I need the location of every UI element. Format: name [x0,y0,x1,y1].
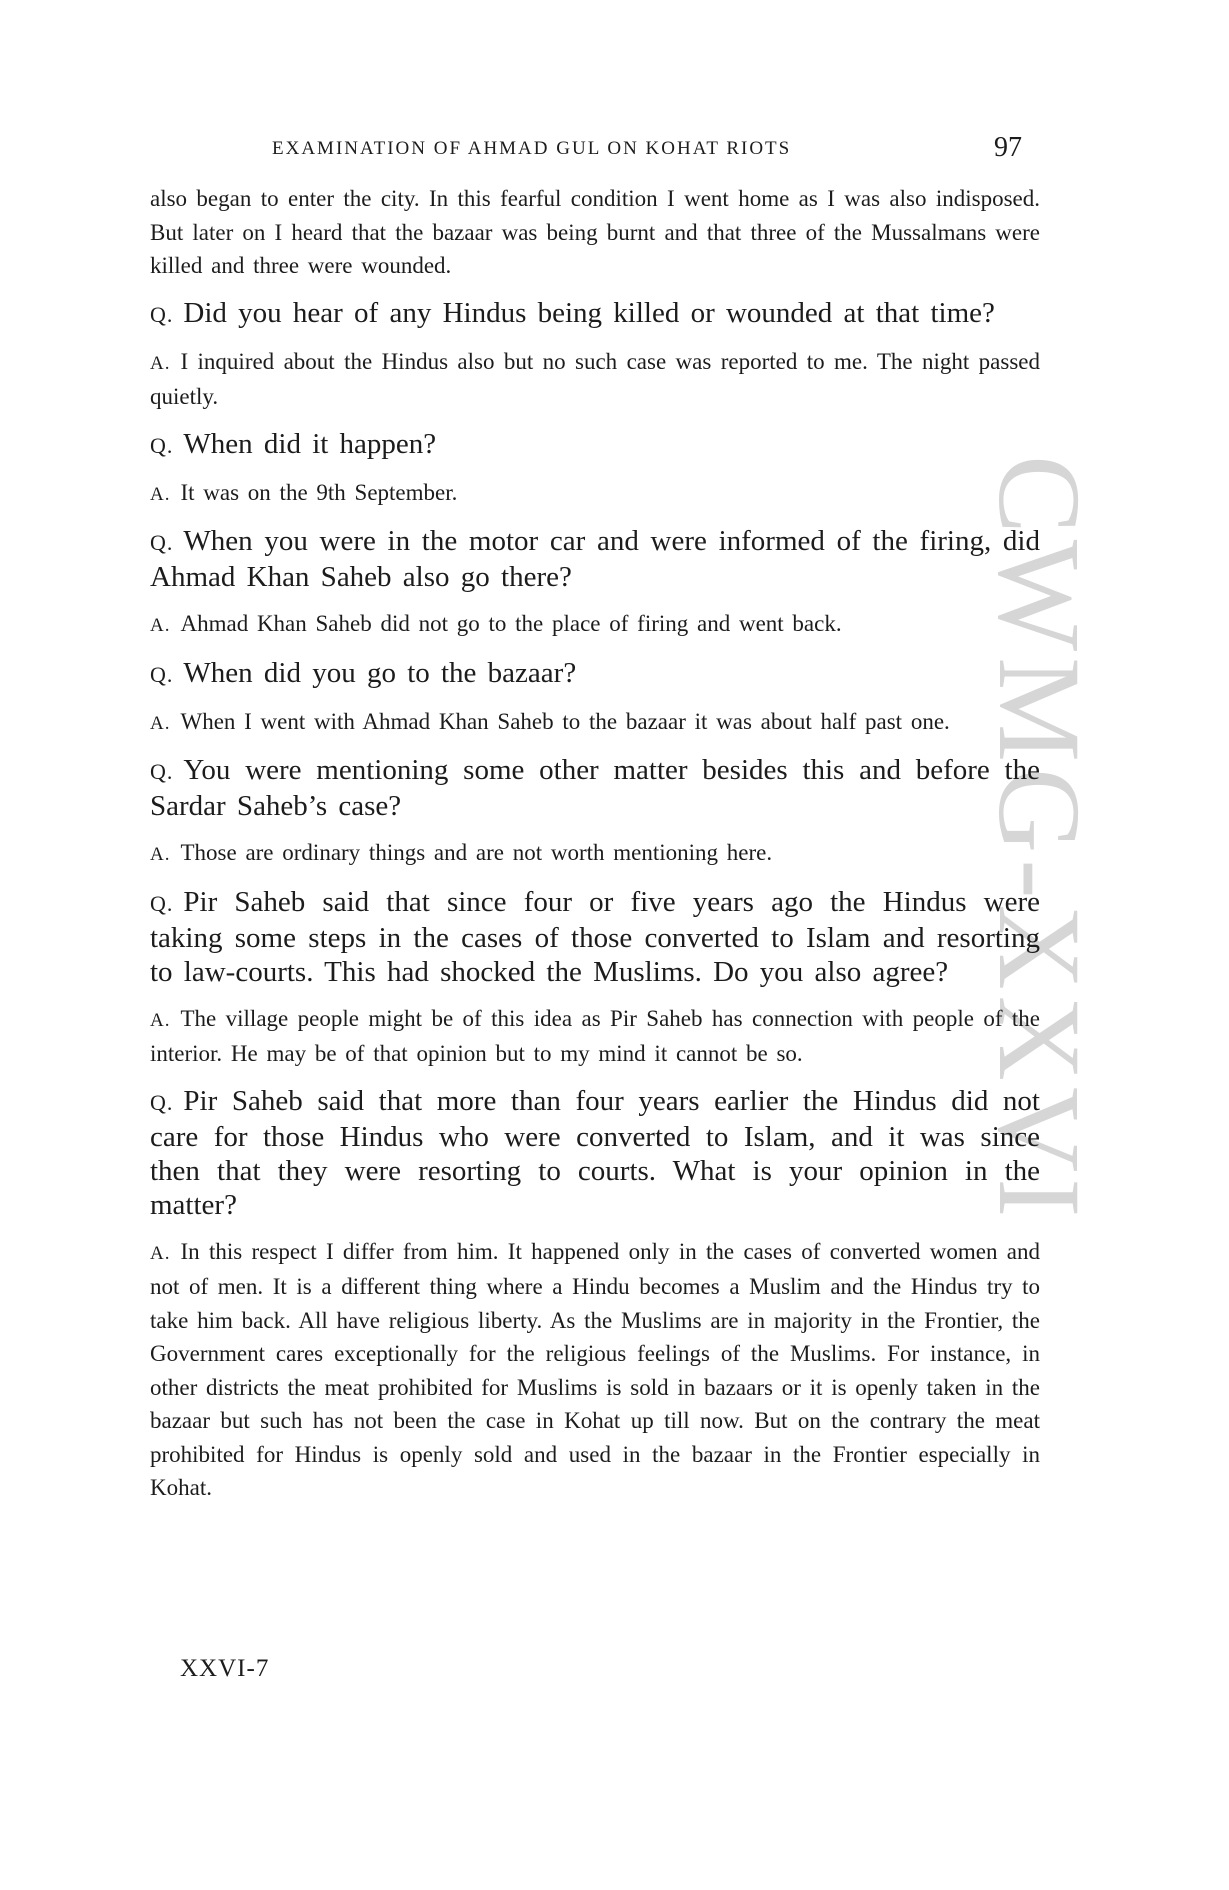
answer-text: When I went with Ahmad Khan Saheb to the bazaar it was about half past one. [180,708,950,734]
watermark: CWMG-XXVI [974,455,1105,1224]
running-head [150,132,1050,172]
answer-text: The village people might be of this idea as Pir Saheb has connection with people of the interior. He may be of that opinion but to my mind it cannot be so. [150,1005,1040,1066]
volume-signature: XXVI-7 [180,1655,270,1682]
answer-text: In this respect I differ from him. It happened only in the cases of converted women and not of men. It is a different thing where a Hindu becomes a Muslim and the Hindus try to take him back. All have religious liberty. As the Muslims are in majority in the Frontier, the Government cares exceptionally for the religious feelings of the Muslims. For instance, in other districts the meat prohibited for Muslims is sold in bazaars or it is openly taken in the bazaar but such has not been the case in Kohat up till now. But on the contrary the meat prohibited for Hindus is openly sold and used in the bazaar in the Frontier especially in Kohat. [150,1238,1040,1500]
question-5 [150,753,1040,823]
question-text: You were mentioning some other matter besides this and before the Sardar Saheb’s case? [150,754,1040,822]
answer-marker: A. [150,615,171,636]
answer-text: Ahmad Khan Saheb did not go to the place of firing and went back. [180,611,842,636]
answer-marker: A. [150,1242,171,1264]
question-marker: Q. [150,1089,174,1115]
question-1 [150,296,1040,332]
answer-marker: A. [150,483,171,505]
question-text: Did you hear of any Hindus being killed or wounded at that time? [183,296,995,329]
answer-3 [150,607,1040,643]
question-marker: Q. [150,530,174,555]
answer-1 [150,345,1040,414]
page-number: 97 [994,132,1022,163]
answer-marker: A. [150,1009,171,1031]
running-title: EXAMINATION OF AHMAD GUL ON KOHAT RIOTS [272,138,792,159]
question-6 [150,885,1040,989]
question-marker: Q. [150,759,174,784]
question-text: When did it happen? [183,427,437,460]
answer-text: I inquired about the Hindus also but no such case was reported to me. The night passed quietly. [150,348,1040,409]
answer-5 [150,836,1040,872]
question-marker: Q. [150,432,174,458]
question-7 [150,1084,1040,1222]
question-marker: Q. [150,661,174,687]
answer-7 [150,1235,1040,1505]
answer-text: Those are ordinary things and are not worth mentioning here. [180,840,773,865]
question-2 [150,427,1040,463]
answer-4 [150,705,1040,741]
question-text: When did you go to the bazaar? [183,656,577,689]
question-text: When you were in the motor car and were informed of the firing, did Ahmad Khan Saheb also go there? [150,525,1040,593]
question-marker: Q. [150,301,174,327]
answer-text: It was on the 9th September. [180,479,458,505]
question-text: Pir Saheb said that since four or five years ago the Hindus were taking some steps in the cases of those converted to Islam and resorting to law-courts. This had shocked the Muslims. Do you also agree? [150,885,1040,988]
question-4 [150,656,1040,692]
question-marker: Q. [150,890,174,916]
answer-6 [150,1002,1040,1071]
answer-marker: A. [150,352,171,374]
answer-marker: A. [150,844,171,865]
body-text [150,182,1040,1518]
opening-paragraph: also began to enter the city. In this fearful condition I went home as I was also indisposed. But later on I heard that the bazaar was being burnt and that three of the Mussalmans were killed and three were wounded. [150,186,1040,278]
answer-2 [150,476,1040,512]
question-text: Pir Saheb said that more than four years earlier the Hindus did not care for those Hindus who were converted to Islam, and it was since then that they were resorting to courts. What is your opinion in the matter? [150,1084,1040,1221]
answer-marker: A. [150,712,171,734]
question-3 [150,524,1040,594]
